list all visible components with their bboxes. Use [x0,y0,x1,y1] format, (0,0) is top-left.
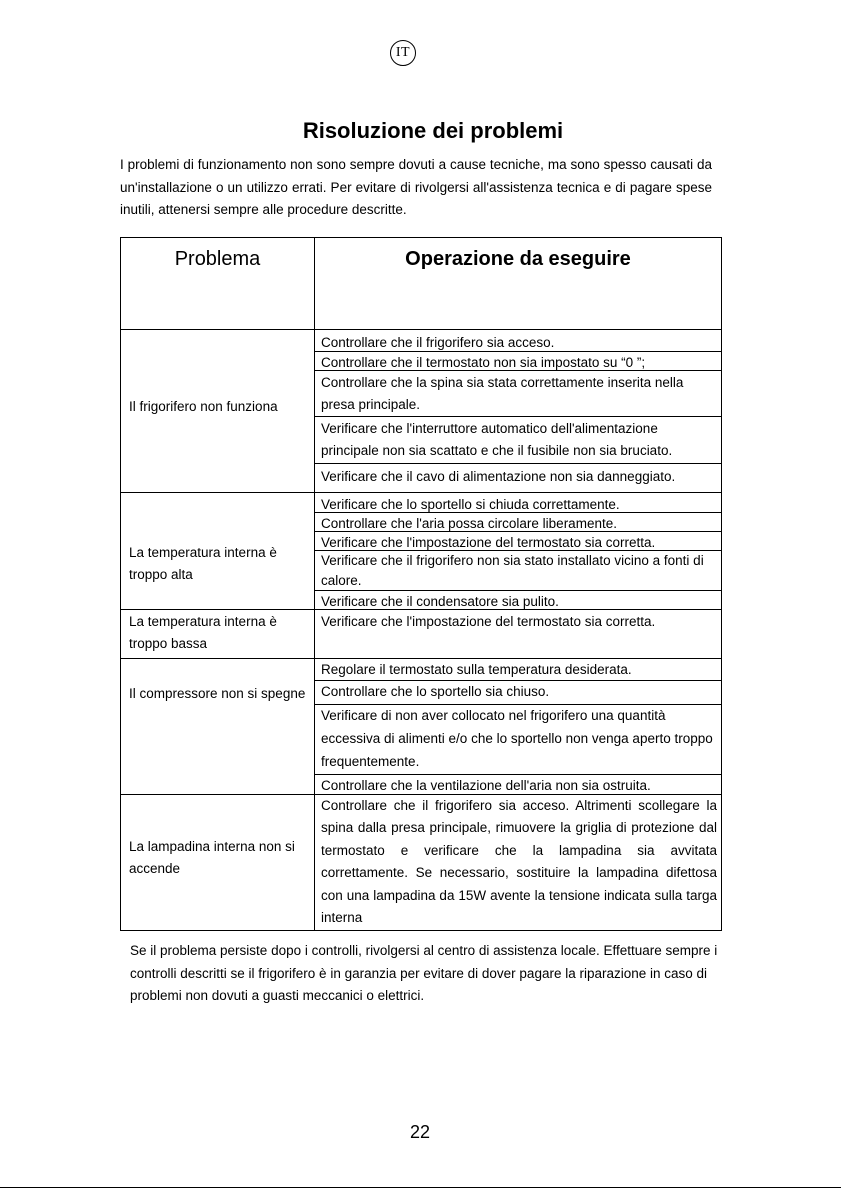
action-item: Controllare che il frigorifero sia acceso. Altrimenti scollegare la spina dalla presa principale, rimuovere la griglia di protezione dal termostato e verificare che la lampadina sia avvitata correttamente. Se necessario, sostituire la lampadina difettosa con una lampadina da 15W avente la tensione indicata sulla targa interna [321,798,717,926]
action-item: Controllare che l'aria possa circolare liberamente. [321,516,617,531]
action-item: Verificare che l'impostazione del termostato sia corretta. [321,614,656,629]
header-problem: Problema [174,248,261,270]
action-item: Verificare che l'impostazione del termostato sia corretta. [321,535,656,550]
action-item: Verificare che lo sportello si chiuda correttamente. [321,497,620,512]
row-divider [121,492,721,493]
problem-label: Il compressore non si spegne [129,686,306,701]
action-item: Verificare che il condensatore sia pulito. [321,594,559,609]
row-divider [121,329,721,330]
page-number: 22 [409,1122,431,1142]
action-item: Controllare che il frigorifero sia acceso. [321,335,555,350]
problem-label: La temperatura interna è troppo alta [129,545,277,582]
action-item: Regolare il termostato sulla temperatura desiderata. [321,662,632,677]
language-badge: IT [390,40,416,66]
problem-label: La lampadina interna non si accende [129,839,295,876]
action-item: Controllare che la spina sia stata correttamente inserita nella presa principale. [321,375,684,412]
action-item: Controllare che il termostato non sia impostato su “0 ”; [321,355,646,370]
problem-label: Il frigorifero non funziona [129,399,278,414]
intro-paragraph: I problemi di funzionamento non sono sempre dovuti a cause tecniche, ma sono spesso causati da un'installazione o un utilizzo errati. Per evitare di rivolgersi all'assistenza tecnica e di pagare spese inutili, attenersi sempre alle procedure descritte. [120,157,712,217]
action-item: Verificare che l'interruttore automatico dell'alimentazione principale non sia scattato e che il fusibile non sia bruciato. [321,421,673,458]
action-item: Controllare che lo sportello sia chiuso. [321,684,550,699]
action-item: Verificare di non aver collocato nel frigorifero una quantità eccessiva di alimenti e/o che lo sportello non venga aperto troppo frequentemente. [321,708,713,769]
problem-label: La temperatura interna è troppo bassa [129,614,277,651]
troubleshooting-table [120,237,722,931]
action-divider [314,463,721,464]
action-item: Verificare che il cavo di alimentazione non sia danneggiato. [321,469,676,484]
column-divider [314,238,315,930]
action-item: Verificare che il frigorifero non sia stato installato vicino a fonti di calore. [321,553,704,588]
header-action: Operazione da eseguire [405,248,631,270]
page-title: Risoluzione dei problemi [302,118,564,143]
action-divider [314,416,721,417]
bottom-rule [0,1187,841,1188]
action-item: Controllare che la ventilazione dell'aria non sia ostruita. [321,778,651,793]
footer-paragraph: Se il problema persiste dopo i controlli, rivolgersi al centro di assistenza locale. Effettuare sempre i controlli descritti se il frigorifero è in garanzia per evitare di dover pagare la riparazione in caso di problemi non dovuti a guasti meccanici o elettrici. [130,943,718,1003]
